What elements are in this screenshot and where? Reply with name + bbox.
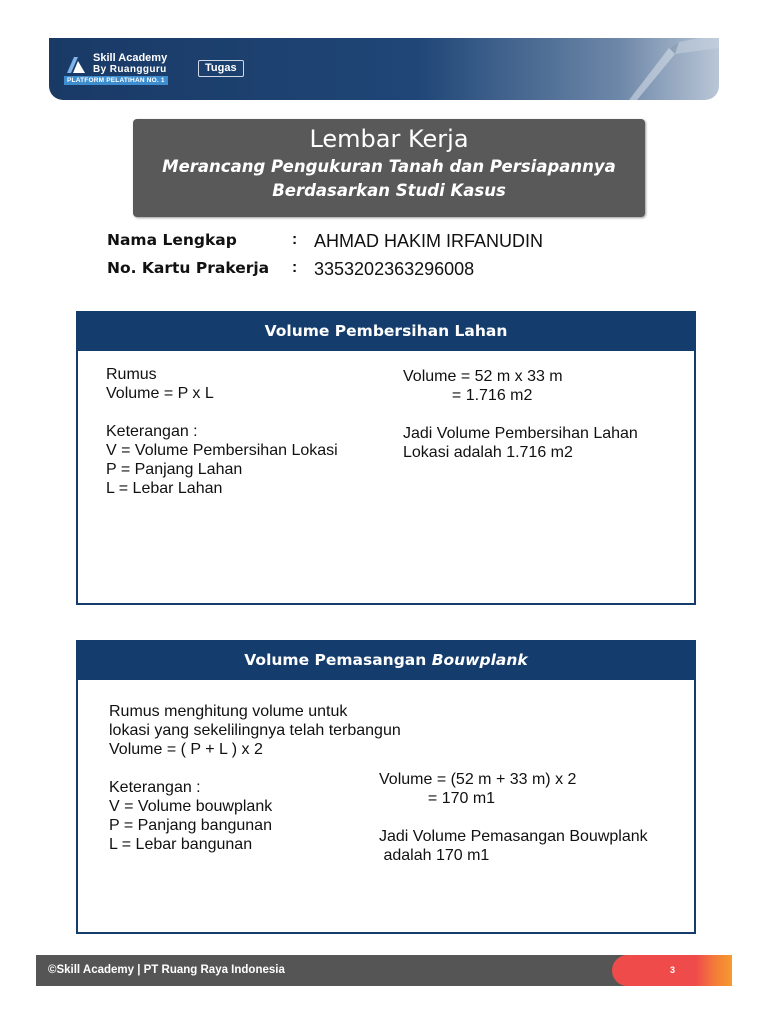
worksheet-title-box [133, 119, 645, 217]
subtitle-line1: Merancang Pengukuran Tanah dan Persiapannya [162, 157, 616, 176]
skill-academy-logo-icon [65, 55, 87, 75]
heading-prefix: Volume Pemasangan [244, 651, 432, 669]
page-number: 3 [670, 965, 676, 975]
formula-left-text: Rumus Volume = P x L Keterangan : V = Volume Pembersihan Lokasi P = Panjang Lahan L = Lebar Lahan [106, 366, 338, 497]
footer-accent [612, 955, 732, 986]
formula-left-bottom-text: Keterangan : V = Volume bouwplank P = Panjang bangunan L = Lebar bangunan [109, 779, 273, 853]
footer-copyright: ©Skill Academy | PT Ruang Raya Indonesia [48, 964, 285, 976]
name-colon: : [292, 231, 298, 248]
header-banner [49, 38, 719, 100]
page-title: Lembar Kerja [309, 125, 469, 153]
subtitle-line2: Berdasarkan Studi Kasus [272, 181, 506, 200]
brand-line1: Skill Academy [93, 52, 168, 64]
tugas-badge: Tugas [198, 60, 244, 77]
brand-tagline: PLATFORM PELATIHAN NO. 1 [64, 76, 168, 85]
card-number-value: 3353202363296008 [314, 259, 475, 279]
formula-left-top-text: Rumus menghitung volume untuk lokasi yang sekelilingnya telah terbangun Volume = ( P + L ) x 2 [109, 703, 401, 758]
brand-name [93, 53, 167, 75]
section-heading: Volume Pembersihan Lahan [78, 311, 694, 351]
name-label: Nama Lengkap [107, 231, 237, 249]
section-pemasangan-bouwplank [76, 640, 696, 934]
card-number-colon: : [292, 259, 298, 276]
card-number-label: No. Kartu Prakerja [107, 259, 270, 277]
calculation-right-text: Volume = 52 m x 33 m = 1.716 m2 Jadi Volume Pembersihan Lahan Lokasi adalah 1.716 m2 [403, 368, 638, 461]
section-heading [78, 640, 694, 680]
pen-writing-icon [609, 38, 719, 100]
name-value: AHMAD HAKIM IRFANUDIN [314, 231, 544, 251]
section-pembersihan-lahan [76, 311, 696, 605]
calculation-right-text: Volume = (52 m + 33 m) x 2 = 170 m1 Jadi Volume Pemasangan Bouwplank adalah 170 m1 [379, 771, 648, 864]
footer-bar [36, 955, 732, 986]
heading-italic: Bouwplank [431, 651, 528, 669]
brand-line2: By Ruangguru [93, 64, 167, 75]
